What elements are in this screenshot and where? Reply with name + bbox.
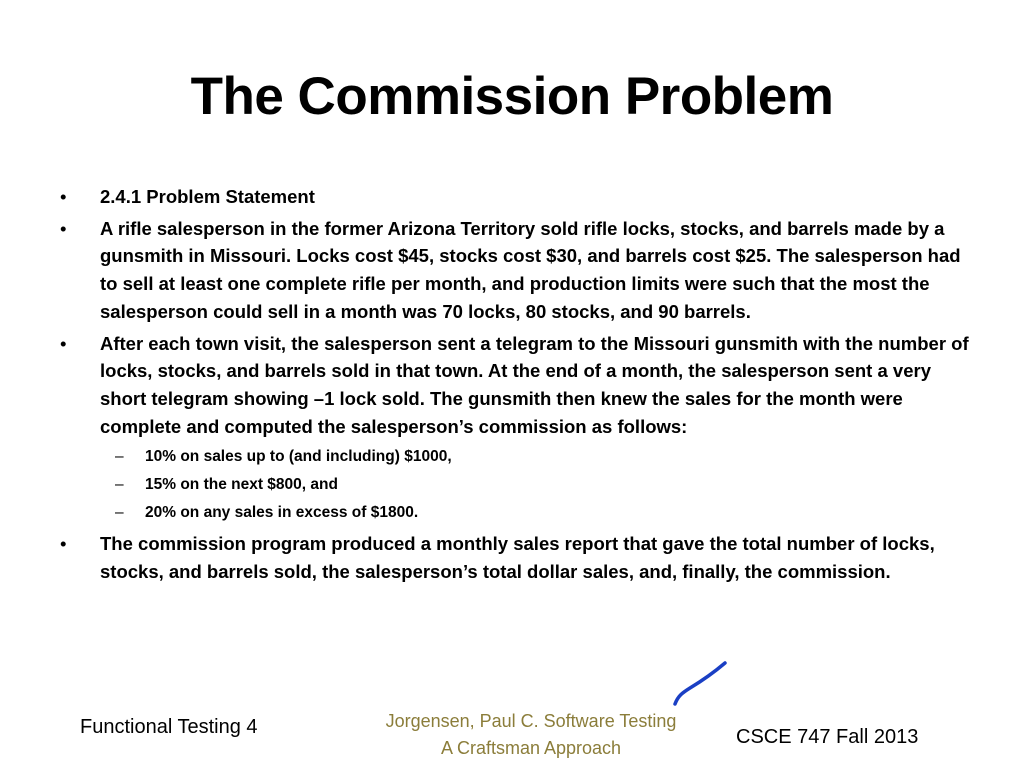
sub-bullet-item xyxy=(55,502,975,524)
sub-bullet-text: 20% on any sales in excess of $1800. xyxy=(145,504,419,522)
sub-bullet-marker: – xyxy=(115,476,124,494)
bullet-marker: • xyxy=(60,533,67,555)
bullet-text: 2.4.1 Problem Statement xyxy=(100,186,315,207)
bullet-marker: • xyxy=(60,217,67,239)
sub-bullet-item xyxy=(55,446,975,468)
sub-bullet-marker: – xyxy=(115,504,124,522)
footer-citation xyxy=(356,708,706,762)
slide-body xyxy=(55,183,975,590)
footer-slide-label: Functional Testing 4 xyxy=(80,716,258,738)
sub-bullet-item xyxy=(55,474,975,496)
bullet-text: After each town visit, the salesperson sent a telegram to the Missouri gunsmith with the number of locks, stocks, and barrels sold in that town. At the end of a month, the salesperson sent a very short telegram showing –1 lock sold. The gunsmith then knew the sales for the month were complete and computed the salesperson’s commission as follows: xyxy=(100,332,969,437)
sub-bullet-text: 10% on sales up to (and including) $1000, xyxy=(145,448,452,466)
bullet-text: The commission program produced a monthly sales report that gave the total number of locks, stocks, and barrels sold, the salesperson’s total dollar sales, and, finally, the commission. xyxy=(100,533,935,583)
bullet-text: A rifle salesperson in the former Arizona Territory sold rifle locks, stocks, and barrels made by a gunsmith in Missouri. Locks cost $45, stocks cost $30, and barrels cost $25. The salesperson had to sell at least one complete rifle per month, and production limits were such that the most the salesperson could sell in a month was 70 locks, 80 stocks, and 90 barrels. xyxy=(100,217,961,322)
sub-bullet-marker: – xyxy=(115,448,124,466)
bullet-marker: • xyxy=(60,186,67,207)
commission-rates-list xyxy=(55,446,975,524)
sub-bullet-text: 15% on the next $800, and xyxy=(145,476,338,494)
slide-title: The Commission Problem xyxy=(190,67,834,126)
bullet-item xyxy=(55,330,975,441)
bullet-marker: • xyxy=(60,332,67,354)
bullet-item xyxy=(55,183,975,211)
footer-citation-line1: Jorgensen, Paul C. Software Testing xyxy=(385,711,677,731)
footer-course-label: CSCE 747 Fall 2013 xyxy=(736,726,919,748)
bullet-item xyxy=(55,215,975,326)
bullet-item xyxy=(55,530,975,585)
footer-citation-line2: A Craftsman Approach xyxy=(440,738,622,758)
ink-annotation-mark xyxy=(670,660,730,710)
